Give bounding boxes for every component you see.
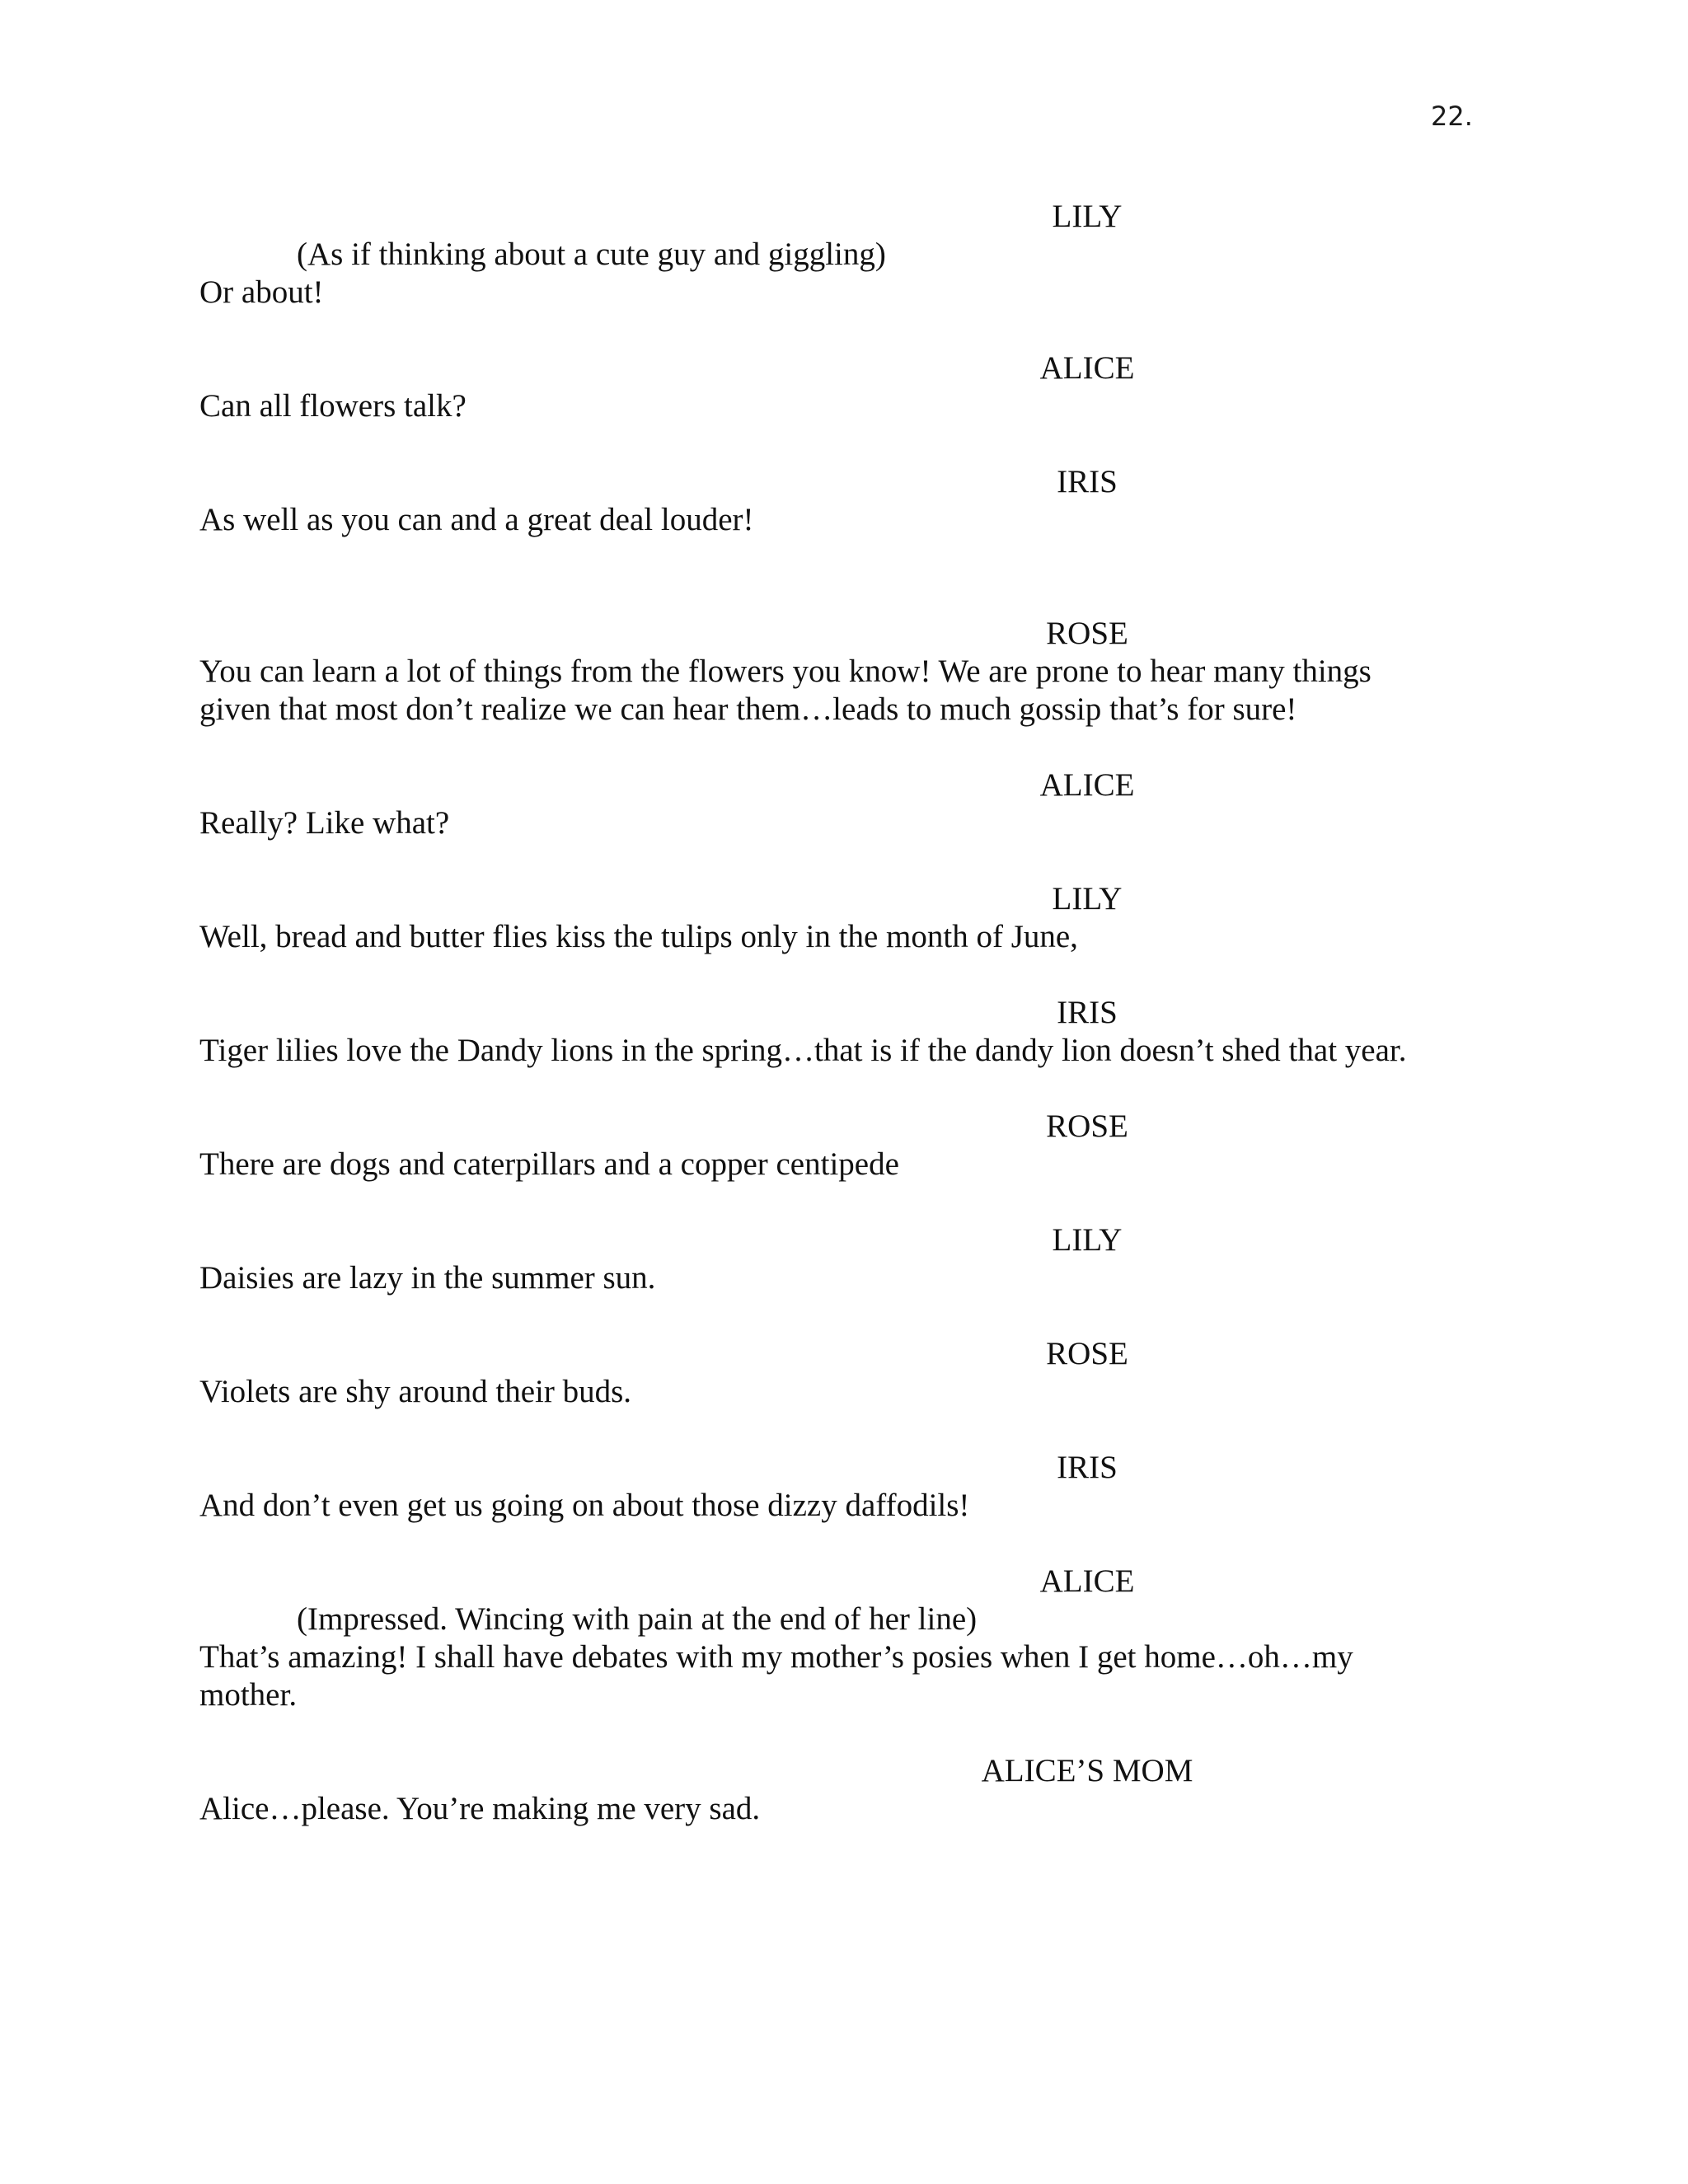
dialogue-line: Daisies are lazy in the summer sun. [199, 1260, 656, 1296]
character-name: LILY [1052, 199, 1123, 234]
dialogue-line: You can learn a lot of things from the flowers you know! We are prone to hear many things [199, 654, 1372, 689]
dialogue-line: Well, bread and butter flies kiss the tulips only in the month of June, [199, 919, 1078, 954]
dialogue-line: That’s amazing! I shall have debates with my mother’s posies when I get home…oh…my [199, 1639, 1353, 1675]
character-name: ALICE [1039, 767, 1135, 803]
dialogue-line: There are dogs and caterpillars and a copper centipede [199, 1146, 899, 1182]
dialogue-line: Alice…please. You’re making me very sad. [199, 1791, 761, 1826]
dialogue-line: mother. [199, 1677, 298, 1713]
dialogue-line: given that most don’t realize we can hear them…leads to much gossip that’s for sure! [199, 691, 1297, 727]
character-name: IRIS [1057, 1450, 1118, 1485]
character-name: ALICE’S MOM [981, 1753, 1193, 1788]
dialogue-line: Or about! [199, 274, 324, 310]
dialogue-line: And don’t even get us going on about those dizzy daffodils! [199, 1488, 970, 1523]
character-name: LILY [1052, 881, 1123, 916]
character-name: LILY [1052, 1222, 1123, 1258]
character-name: IRIS [1057, 464, 1118, 499]
page-number: 22. [1431, 101, 1473, 132]
dialogue-line: As well as you can and a great deal louder! [199, 502, 754, 537]
dialogue-line: Can all flowers talk? [199, 388, 467, 424]
character-name: ROSE [1046, 616, 1128, 651]
parenthetical: (As if thinking about a cute guy and giggling) [297, 237, 886, 272]
character-name: ALICE [1039, 350, 1135, 386]
dialogue-line: Really? Like what? [199, 805, 450, 841]
character-name: ROSE [1046, 1336, 1128, 1371]
dialogue-line: Violets are shy around their buds. [199, 1374, 632, 1409]
character-name: ROSE [1046, 1108, 1128, 1144]
character-name: IRIS [1057, 995, 1118, 1030]
character-name: ALICE [1039, 1563, 1135, 1599]
parenthetical: (Impressed. Wincing with pain at the end of her line) [297, 1601, 978, 1637]
dialogue-line: Tiger lilies love the Dandy lions in the spring…that is if the dandy lion doesn’t shed that year. [199, 1033, 1407, 1068]
